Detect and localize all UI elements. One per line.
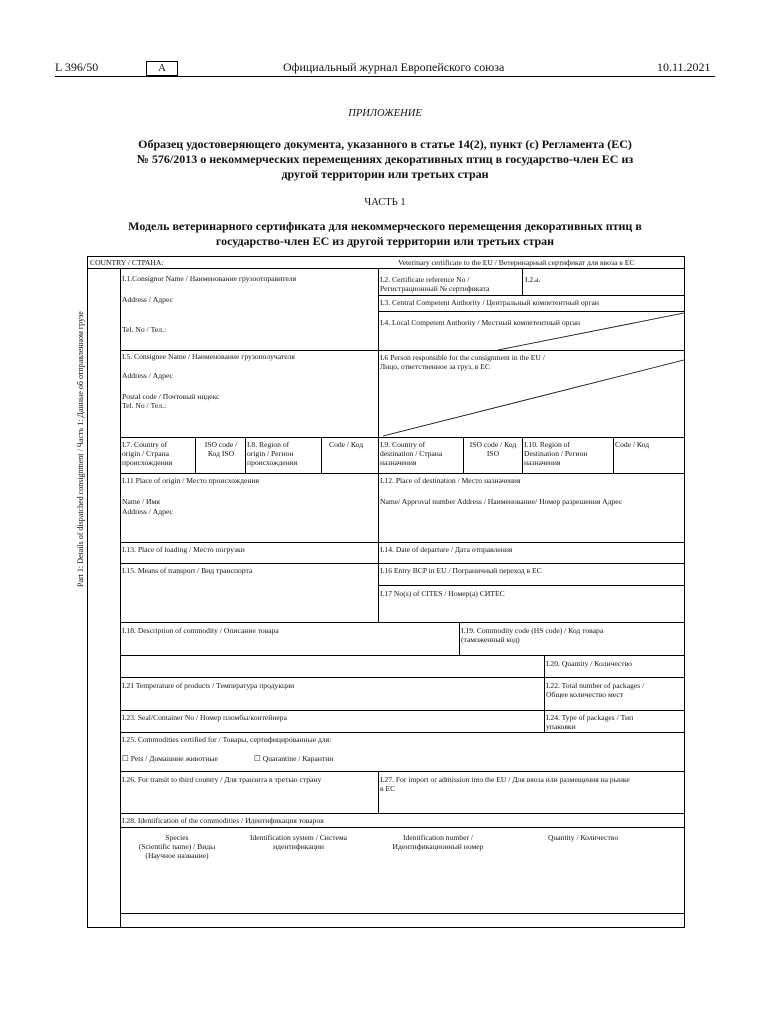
i5-address: Address / Адрес xyxy=(122,371,173,380)
col-quantity: Quantity / Количество xyxy=(548,833,619,842)
strike-i4 xyxy=(378,311,684,350)
i22-packages: I.22. Total number of packages / Общее количество мест xyxy=(546,681,645,699)
iso-code-origin: ISO code / Код ISO xyxy=(204,440,238,458)
i3-central-authority: I.3. Central Competent Authority / Центральный компетентный орган xyxy=(380,298,599,307)
i1-consignor: I.1.Consignor Name / Наименование грузоотправителя xyxy=(122,274,297,283)
i21-temperature: I.21 Temperature of products / Температура продукции xyxy=(122,681,295,690)
i24-type-packages: I.24. Type of packages / Тип упаковки xyxy=(546,713,634,731)
i18-description: I.18. Description of commodity / Описание товара xyxy=(122,626,279,635)
publication-date: 10.11.2021 xyxy=(657,60,711,74)
vet-cert-label: Veterinary certificate to the EU / Ветеринарный сертификат для ввоза в ЕС xyxy=(398,258,635,267)
i11-name: Name / Имя xyxy=(122,497,160,506)
page-ref: L 396/50 xyxy=(55,60,99,74)
i16-entry-bcp: I.16 Entry BCP in EU / Пограничный переход в ЕС xyxy=(380,566,542,575)
col-id-number: Identification number / Идентификационный номер xyxy=(392,833,484,851)
i8-region-origin: I.8. Region of origin / Регион происхождения xyxy=(247,440,298,467)
i2a: I.2.a. xyxy=(525,275,541,284)
col-species: Species (Scientific name) / Виды (Научное название) xyxy=(138,833,216,860)
i27-import: I.27. For import or admission into the EU / Для ввоза или размещения на рынке в ЕС xyxy=(380,775,630,793)
i2-reference: I.2. Certificate reference No / Регистрационный № сертификата xyxy=(380,275,490,293)
i7-country-origin: I.7. Country of origin / Страна происхождения xyxy=(122,440,173,467)
i19-commodity-code: I.19. Commodity code (HS code) / Код товара (таможенный код) xyxy=(461,626,604,644)
i1-address: Address / Адрес xyxy=(122,295,173,304)
certificate-form xyxy=(76,256,685,928)
i6-person-responsible: I.6 Person responsible for the consignment in the EU / Лицо, ответственное за груз, в ЕС xyxy=(380,353,545,371)
i5-tel: Tel. No / Тел.: xyxy=(122,401,167,410)
side-label: Part 1: Details of dispatched consignment / Часть 1: Данные об отправленном грузе xyxy=(76,311,85,587)
header-rule xyxy=(55,76,715,77)
i23-seal: I.23. Seal/Container No / Номер пломбы/контейнера xyxy=(122,713,287,722)
country-label: COUNTRY / СТРАНА: xyxy=(90,258,164,267)
i1-tel: Tel. No / Тел.: xyxy=(122,325,167,334)
iso-code-destination: ISO code / Код ISO xyxy=(469,440,517,458)
i4-local-authority: I.4. Local Competent Authority / Местный компетентный орган xyxy=(380,318,581,327)
i28-identification: I.28. Identification of the commodities / Идентификация товаров xyxy=(122,816,324,825)
code-destination: Code / Код xyxy=(615,440,650,449)
i20-quantity: I.20. Quantity / Количество xyxy=(546,659,632,668)
model-title: Модель ветеринарного сертификата для некоммерческого перемещения декоративных птиц в государство-член ЕС из другой территории или третьих стран xyxy=(128,219,642,248)
i13-place-loading: I.13. Place of loading / Место погрузки xyxy=(122,545,245,554)
journal-title: Официальный журнал Европейского союза xyxy=(283,60,505,74)
code-origin: Code / Код xyxy=(329,440,364,449)
annex-title: ПРИЛОЖЕНИЕ xyxy=(348,108,422,119)
i9-country-destination: I.9. Country of destination / Страна назначения xyxy=(380,440,443,467)
i11-address: Address / Адрес xyxy=(122,507,173,516)
part-title: ЧАСТЬ 1 xyxy=(364,197,406,208)
i14-date-departure: I.14. Date of departure / Дата отправления xyxy=(380,545,513,554)
i11-place-origin: I.11 Place of origin / Место происхождения xyxy=(122,476,259,485)
main-title: Образец удостоверяющего документа, указанного в статье 14(2), пункт (с) Регламента (ЕС) № 576/2013 о некоммерческих перемещениях декоративных птиц в государство-член ЕС из другой территории или третьих стран xyxy=(136,137,634,181)
i26-transit: I.26. For transit to third country / Для транзита в третью страну xyxy=(122,775,322,784)
i10-region-destination: I.10. Region of Destination / Регион назначения xyxy=(524,440,588,467)
i5-postal: Postal code / Почтовый индекс xyxy=(122,392,220,401)
col-id-system: Identification system / Система идентификации xyxy=(249,833,348,851)
i25-certified-for: I.25. Commodities certified for / Товары, сертифицированные для: xyxy=(122,735,332,744)
i15-means-transport: I.15. Means of transport / Вид транспорта xyxy=(122,566,253,575)
series-box: A xyxy=(146,61,178,76)
i12-detail: Name/ Approval number Address / Наименование/ Номер разрешения Адрес xyxy=(380,497,623,506)
quarantine-checkbox[interactable]: ☐ Quarantine / Карантин xyxy=(254,754,334,763)
i12-place-destination: I.12. Place of destination / Место назначения xyxy=(380,476,521,485)
pets-checkbox[interactable]: ☐ Pets / Домашние животные xyxy=(122,754,218,763)
i17-cites: I.17 No(s) of CITES / Номер(а) СИТЕС xyxy=(380,589,505,598)
i5-consignee: I.5. Consignee Name / Наименование грузополучателя xyxy=(122,352,295,361)
